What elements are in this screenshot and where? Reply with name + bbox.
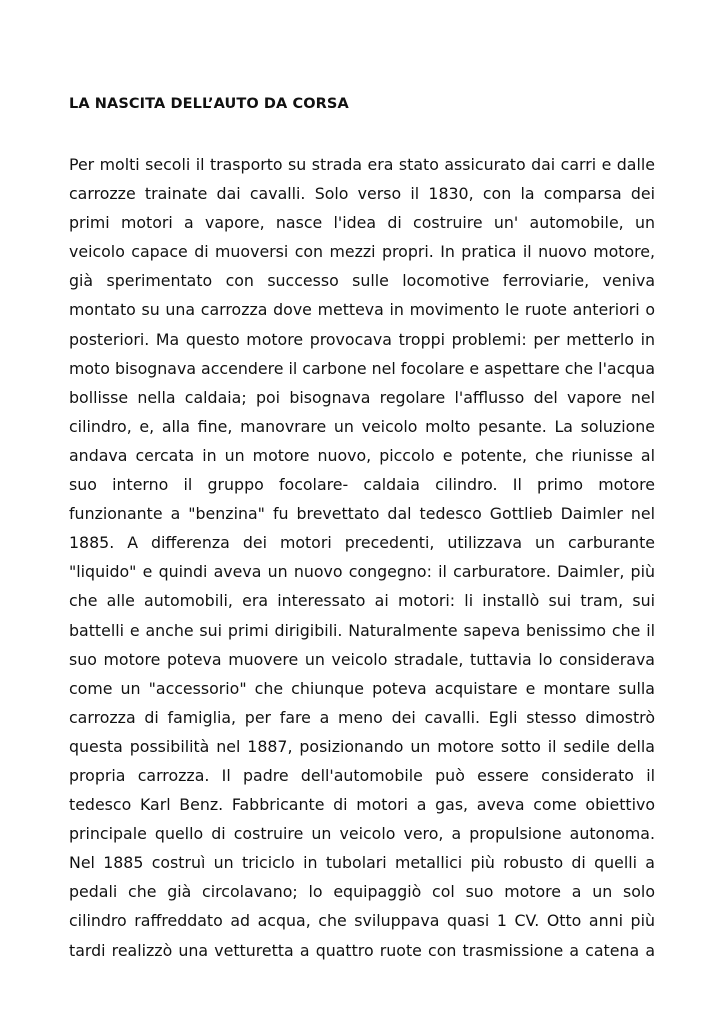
text-line: questa possibilità nel 1887, posizionando un motore sotto il sedile della [69,736,655,756]
text-line: moto bisognava accendere il carbone nel focolare e aspettare che l'acqua [69,358,655,378]
text-line: bollisse nella caldaia; poi bisognava regolare l'afflusso del vapore nel [69,387,655,407]
text-line: posteriori. Ma questo motore provocava troppi problemi: per metterlo in [69,329,655,349]
text-line: suo interno il gruppo focolare- caldaia cilindro. Il primo motore [69,475,655,495]
text-line: come un "accessorio" che chiunque poteva acquistare e montare sulla [69,678,655,698]
text-line: 1885. A differenza dei motori precedenti, utilizzava un carburante [69,533,655,553]
text-line: suo motore poteva muovere un veicolo stradale, tuttavia lo considerava [69,649,655,669]
text-line: primi motori a vapore, nasce l'idea di costruire un' automobile, un [69,213,655,233]
document-title: LA NASCITA DELL’AUTO DA CORSA [69,96,349,112]
text-line: principale quello di costruire un veicolo vero, a propulsione autonoma. [69,824,655,844]
text-line: già sperimentato con successo sulle locomotive ferroviarie, veniva [69,271,655,291]
text-line: Nel 1885 costruì un triciclo in tubolari metallici più robusto di quelli a [69,853,655,873]
text-line: andava cercata in un motore nuovo, piccolo e potente, che riunisse al [69,445,655,465]
text-line: "liquido" e quindi aveva un nuovo congegno: il carburatore. Daimler, più [69,562,655,582]
text-line: funzionante a "benzina" fu brevettato dal tedesco Gottlieb Daimler nel [69,504,655,524]
document-body [69,150,655,965]
text-line: veicolo capace di muoversi con mezzi propri. In pratica il nuovo motore, [69,242,655,262]
text-line: battelli e anche sui primi dirigibili. Naturalmente sapeva benissimo che il [69,620,655,640]
text-line: montato su una carrozza dove metteva in movimento le ruote anteriori o [69,300,655,320]
text-line: tardi realizzò una vetturetta a quattro ruote con trasmissione a catena a [69,940,655,960]
text-line: Per molti secoli il trasporto su strada era stato assicurato dai carri e dalle [69,155,655,174]
text-line: cilindro raffreddato ad acqua, che sviluppava quasi 1 CV. Otto anni più [69,911,655,931]
text-line: carrozze trainate dai cavalli. Solo verso il 1830, con la comparsa dei [69,184,655,204]
text-line: che alle automobili, era interessato ai motori: li installò sui tram, sui [69,591,655,611]
text-line: carrozza di famiglia, per fare a meno dei cavalli. Egli stesso dimostrò [69,707,655,727]
text-line: propria carrozza. Il padre dell'automobile può essere considerato il [69,765,655,785]
text-line: pedali che già circolavano; lo equipaggiò col suo motore a un solo [69,882,655,902]
text-line: cilindro, e, alla fine, manovrare un veicolo molto pesante. La soluzione [69,416,655,436]
text-line: tedesco Karl Benz. Fabbricante di motori a gas, aveva come obiettivo [69,795,655,815]
